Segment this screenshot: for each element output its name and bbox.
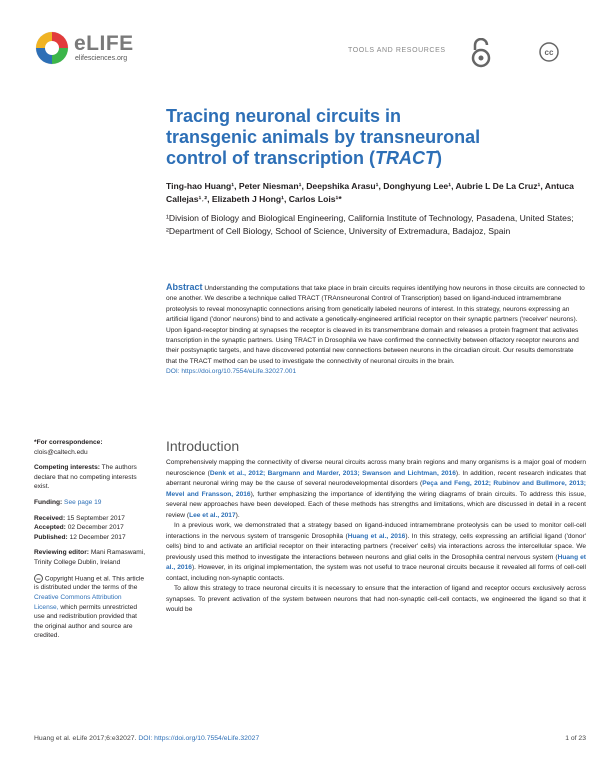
received-label: Received:: [34, 514, 66, 522]
footer-doi-link[interactable]: DOI: https://doi.org/10.7554/eLife.32027: [138, 735, 260, 742]
introduction-body: [166, 458, 586, 616]
title-close: ): [436, 148, 442, 168]
reviewing-editor-label: Reviewing editor:: [34, 549, 89, 557]
svg-text:cc: cc: [544, 48, 554, 58]
license-link[interactable]: Creative Commons Attribution License,: [34, 593, 122, 611]
funding-label: Funding:: [34, 498, 63, 506]
correspondence-email[interactable]: clois@caltech.edu: [34, 448, 88, 456]
para-text: ). However, in its original implementation, the system was not useful to trace neuronal circuits because it revealed all forms of cell-cell contact, including non-synaptic contacts.: [166, 564, 586, 582]
citation-link[interactable]: Denk et al., 2012; Bargmann and Marder, 2013; Swanson and Lichtman, 2016: [209, 469, 456, 477]
competing-interests-text: The authors declare that no competing interests exist.: [34, 464, 137, 491]
para-text: ). In addition, recent research indicates that aberrant neuronal wiring may be the cause of several neurodevelopmental disorders (: [166, 469, 587, 487]
para-text: In a previous work, we demonstrated that a strategy based on ligand-induced intramembrane proteolysis can be used to monitor cell-cell interactions in the nervous system of transgenic Drosophila (: [166, 522, 586, 540]
published-label: Published:: [34, 533, 68, 541]
reviewing-editor-text: Mani Ramaswami, Trinity College Dublin, Ireland: [34, 549, 146, 566]
elife-logo-icon: [34, 30, 70, 66]
open-access-icon: [468, 38, 494, 68]
affiliations: ¹Division of Biology and Biological Engineering, California Institute of Technology, Pasadena, United States; ²Department of Cell Biology, School of Science, University of Extremadura, Badajoz, Spain: [166, 213, 574, 236]
copyright-terms: which permits unrestricted use and redistribution provided that the original author and source are credited.: [34, 603, 138, 640]
published-date: 12 December 2017: [69, 533, 126, 541]
competing-interests-label: Competing interests:: [34, 464, 100, 472]
abstract-heading: Abstract: [166, 282, 203, 292]
introduction-heading: Introduction: [166, 438, 240, 454]
citation-link[interactable]: Peça and Feng, 2012; Rubinov and Bullmore, 2013; Mevel and Fransson, 2016: [166, 480, 586, 498]
title-text: Tracing neuronal circuits in transgenic animals by transneuronal control of transcription (: [166, 106, 481, 168]
abstract-block: [166, 282, 586, 378]
footer-citation: Huang et al. eLife 2017;6:e32027.: [34, 735, 137, 742]
article-title: [166, 106, 496, 169]
abstract-text: Understanding the computations that take place in brain circuits requires identifying how neurons in those circuits are connected to one another. We describe a technique called TRACT (TRAnsneuronal Control of Transcription) based on ligand-induced intramembrane proteolysis to reveal monosynaptic connections arising from genetically labeled neurons of interest. In this strategy, neurons expressing an artificial ligand ('donor' neurons) bind to and activate a genetically-engineered artificial receptor on their synaptic partners ('receiver' neurons). Upon ligand-receptor binding at synapses the receptor is cleaved in its transmembrane domain and releases a protein fragment that activates transcription in the synaptic partners. Using TRACT in Drosophila we have confirmed the connectivity between olfactory receptor neurons and their postsynaptic targets, and have discovered potential new connections between neurons in the circadian circuit. Our results demonstrate that the TRACT method can be used to investigate the connectivity of neuronal circuits in the brain.: [166, 285, 585, 365]
author-list: Ting-hao Huang¹, Peter Niesman¹, Deepshika Arasu¹, Donghyung Lee¹, Aubrie L De La Cruz¹, Antuca Callejas¹˒², Elizabeth J Hong¹, Carlos Lois¹*: [166, 181, 574, 204]
para-text: ). In this strategy, cells expressing an artificial ligand ('donor' cells) bind to and activate an artificial receptor on their interacting partners ('receiver' cells) via interactions across the intercellular space. We previously used this method to investigate the interactions between neurons and glial cells in the Drosophila central nervous system (: [166, 532, 587, 561]
abstract-doi-link[interactable]: DOI: https://doi.org/10.7554/eLife.32027.001: [166, 368, 297, 376]
copyright-icon: cc: [34, 574, 43, 583]
article-info-sidebar: [34, 438, 146, 647]
page-number: 1 of 23: [565, 735, 586, 742]
citation-link[interactable]: Huang et al., 2016: [166, 553, 586, 571]
para-text: ), further emphasizing the importance of identifying the wiring diagrams of brain circuits. To address this issue, several new approaches have been developed. Each of these methods has strengths and limitations, which are discussed in detail in a recent review (: [166, 490, 586, 519]
correspondence-label: *For correspondence:: [34, 439, 103, 446]
intro-paragraph-1: [166, 458, 586, 521]
article-type-label: TOOLS AND RESOURCES: [348, 47, 446, 54]
copyright-text: Copyright Huang et al. This article is distributed under the terms of the: [34, 574, 145, 592]
received-date: 15 September 2017: [67, 514, 125, 522]
page-footer: [34, 735, 586, 742]
logo-url[interactable]: elifesciences.org: [75, 55, 128, 62]
citation-link[interactable]: Huang et al., 2016: [347, 532, 406, 540]
citation-link[interactable]: Lee et al., 2017: [189, 511, 236, 519]
title-acronym: TRACT: [375, 148, 436, 168]
funding-link[interactable]: See page 19: [64, 498, 102, 506]
logo-wordmark[interactable]: eLIFE: [74, 32, 134, 55]
creative-commons-icon: [539, 42, 559, 62]
intro-paragraph-3: To allow this strategy to trace neuronal circuits it is necessary to ensure that the interaction of ligand and receptor occurs exclusively across synapses. To prevent activation of the system between neurons that had non-synaptic cell-cell contacts, we engineered the ligand so that it would be: [166, 585, 586, 613]
accepted-date: 02 December 2017: [67, 524, 124, 532]
accepted-label: Accepted:: [34, 524, 66, 532]
para-text: ).: [235, 511, 240, 519]
para-text: Comprehensively mapping the connectivity of diverse neural circuits across many brain regions and many organisms is a major goal of modern neuroscience (: [166, 459, 586, 477]
intro-paragraph-2: [166, 521, 586, 584]
